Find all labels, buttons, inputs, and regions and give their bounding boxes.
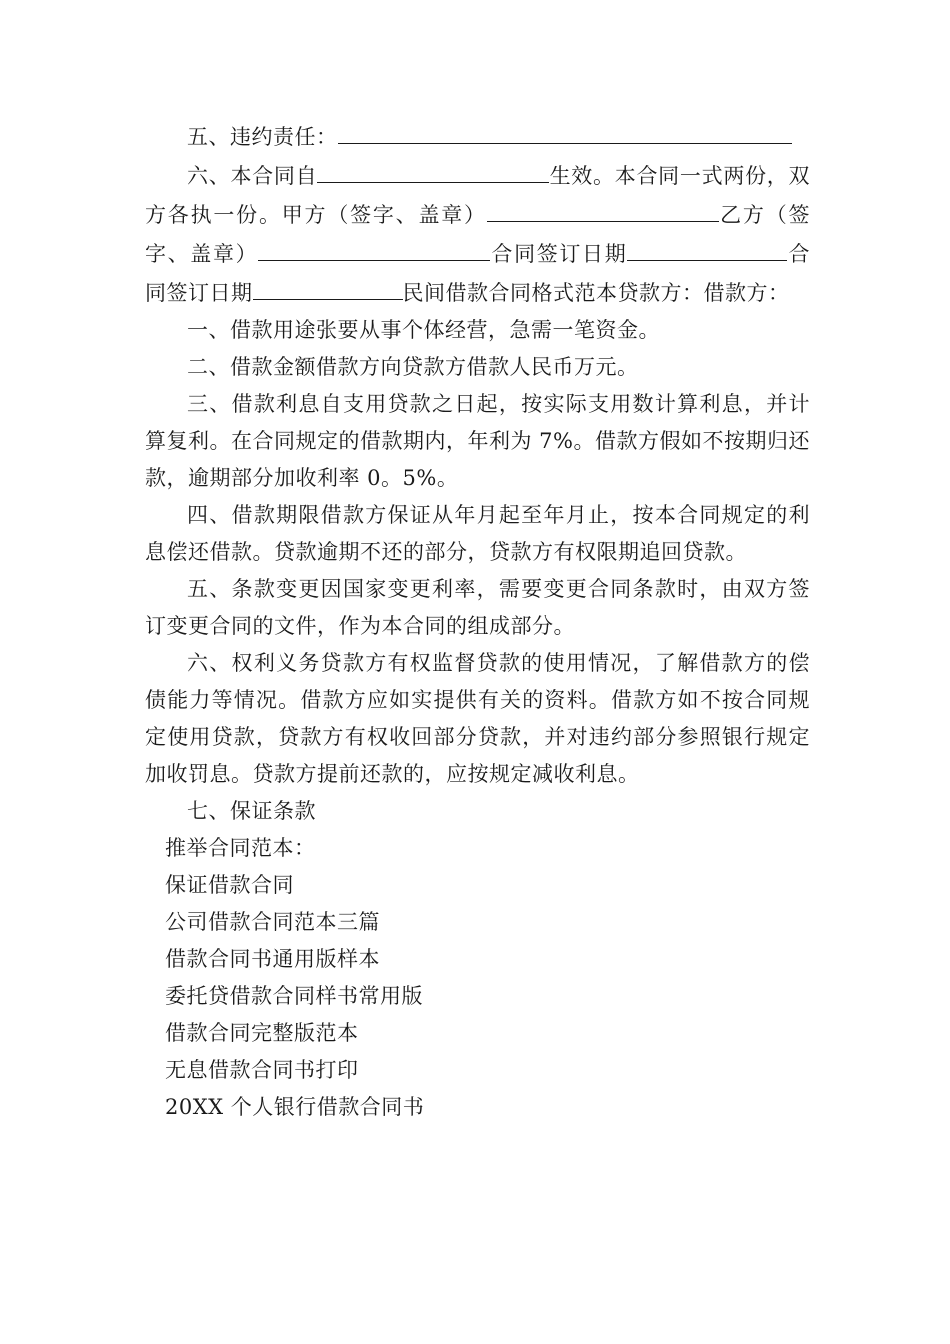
clause-effective [145,156,810,312]
blank-line [627,234,787,261]
blank-line [338,117,770,144]
clause-loan-purpose: 一、借款用途张要从事个体经营，急需一笔资金。 [187,318,660,342]
clause-breach-liability [145,117,810,156]
clause-loan-amount: 二、借款金额借款方向贷款方借款人民币万元。 [187,355,639,379]
recommended-title: 推举合同范本： [165,836,316,860]
list-item: 公司借款合同范本三篇 [165,910,380,934]
list-item: 借款合同书通用版样本 [165,947,380,971]
list-item: 委托贷借款合同样书常用版 [165,984,423,1008]
clause-rights-obligations: 六、权利义务贷款方有权监督贷款的使用情况，了解借款方的偿债能力等情况。借款方应如实提供有关的资料。借款方如不按合同规定使用贷款，贷款方有权收回部分贷款，并对违约部分参照银行规定加收罚息。贷款方提前还款的，应按规定减收利息。 [145,651,810,786]
clause-breach-label: 五、违约责任： [187,125,338,149]
list-item: 保证借款合同 [165,873,294,897]
clause-loan-interest: 三、借款利息自支用贷款之日起，按实际支用数计算利息，并计算复利。在合同规定的借款期内，年利为 7%。借款方假如不按期归还款，逾期部分加收利率 0。5%。 [145,392,810,490]
text-span: 乙方（签字、盖章） [145,203,811,266]
clause-loan-term: 四、借款期限借款方保证从年月起至年月止，按本合同规定的利息偿还借款。贷款逾期不还的部分，贷款方有权限期追回贷款。 [145,503,810,564]
text-span: 六、本合同自 [187,164,318,188]
blank-line [258,234,490,261]
text-span: 合同签订日期 [490,242,628,266]
blank-line [317,156,549,183]
blank-line [487,195,719,222]
list-item: 无息借款合同书打印 [165,1058,359,1082]
text-span: 生效。本合同一式两份，双方各执一份。甲方（签字、盖章） [145,164,811,227]
blank-line [728,117,792,144]
recommended-templates-list [145,830,810,1126]
text-span: 民间借款合同格式范本贷款方：借款方： [402,281,790,305]
clause-guarantee: 七、保证条款 [187,799,316,823]
blank-line [253,273,403,300]
list-item: 20XX 个人银行借款合同书 [165,1095,425,1119]
text-span: 合同签订日期 [145,242,811,305]
clause-terms-change: 五、条款变更因国家变更利率，需要变更合同条款时，由双方签订变更合同的文件，作为本合同的组成部分。 [145,577,810,638]
list-item: 借款合同完整版范本 [165,1021,359,1045]
document-body [145,117,810,1126]
